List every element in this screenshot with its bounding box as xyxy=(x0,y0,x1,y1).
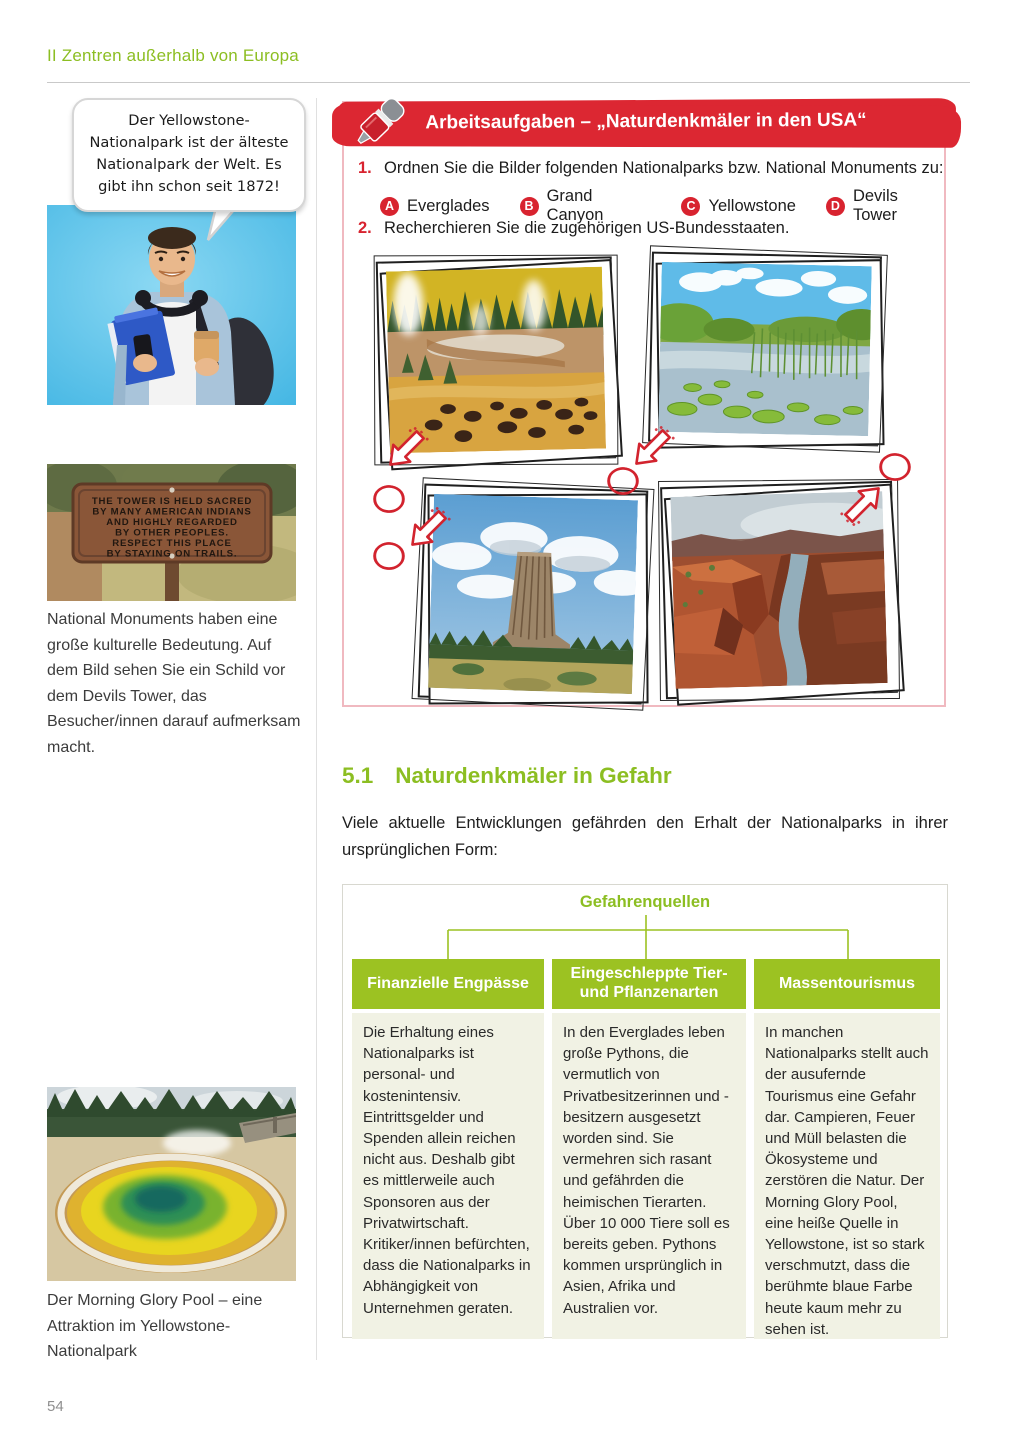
task-1-number: 1. xyxy=(358,159,372,177)
task-banner xyxy=(336,98,956,146)
task-box xyxy=(342,101,946,707)
option-label-grand-canyon: Grand Canyon xyxy=(546,187,604,224)
answer-circle-3 xyxy=(605,465,641,497)
danger-diagram xyxy=(342,884,948,1338)
intro-paragraph: Viele aktuelle Entwicklungen gefährden den Erhalt der Nationalparks in ihrer ursprünglichen Form: xyxy=(342,814,948,859)
task-1-text: Ordnen Sie die Bilder folgenden Nationalparks bzw. National Monuments zu: xyxy=(384,159,944,177)
section-title: Naturdenkmäler in Gefahr xyxy=(395,763,672,788)
letter-badge-a: A xyxy=(380,197,399,216)
option-label-yellowstone: Yellowstone xyxy=(708,196,796,215)
sign-caption: National Monuments haben eine große kulturelle Bedeutung. Auf dem Bild sehen Sie ein Schild vor dem Devils Tower, das Besucher/innen darauf aufmerksam macht. xyxy=(47,611,301,756)
answer-circle-4 xyxy=(877,451,913,483)
option-devils-tower xyxy=(826,187,944,225)
sign-line-4: BY OTHER PEOPLES. xyxy=(115,527,229,539)
header-rule xyxy=(47,82,970,83)
sign-line-1: THE TOWER IS HELD SACRED xyxy=(91,496,253,507)
diagram-col-finanzen: Die Erhaltung eines Nationalparks ist personal- und kostenintensiv. Eintrittsgelder und Spenden allein reichen nicht aus. Deshalb gibt es mittlerweile auch Sponsoren aus der Privatwirtschaft. Kritiker/innen befürchten, dass die Nationalparks in Abhängigkeit von Unternehmen geraten. xyxy=(352,1013,544,1339)
photo-everglades xyxy=(648,252,882,447)
letter-badge-c: C xyxy=(681,197,700,216)
diagram-box-arten: Eingeschleppte Tier- und Pflanzenarten xyxy=(552,959,746,1009)
tower-sign-photo xyxy=(47,464,296,601)
diagram-title: Gefahrenquellen xyxy=(579,893,711,911)
task-2-number: 2. xyxy=(358,219,372,237)
diagram-col-arten: In den Everglades leben große Pythons, die vermutlich von Privatbesitzerinnen und -besitzern ausgesetzt worden sind. Sie vermehren sich rasant und gefährden die heimischen Tierarten. Über 10 000 Tiere soll es bereits geben. Pythons kommen ursprünglich in Asien, Afrika und Australien vor. xyxy=(552,1013,746,1339)
sign-line-5: RESPECT THIS PLACE xyxy=(112,538,232,549)
task-2-text: Recherchieren Sie die zugehörigen US-Bundesstaaten. xyxy=(384,219,790,237)
diagram-connector-lines xyxy=(343,915,949,961)
pool-caption: Der Morning Glory Pool – eine Attraktion im Yellowstone-Nationalpark xyxy=(47,1292,263,1360)
option-label-everglades: Everglades xyxy=(407,196,490,215)
section-number: 5.1 xyxy=(342,763,374,788)
task-item-1 xyxy=(358,159,944,178)
sign-line-6: BY STAYING ON TRAILS. xyxy=(106,548,238,560)
option-label-devils-tower: Devils Tower xyxy=(852,187,898,224)
photo-devils-tower xyxy=(418,484,649,705)
sidebar-divider xyxy=(316,98,317,1360)
task-item-2 xyxy=(358,219,789,238)
speech-bubble: Der Yellowstone-Nationalpark ist der älteste Nationalpark der Welt. Es gibt ihn schon seit 1872! xyxy=(72,98,306,212)
answer-circle-1 xyxy=(371,483,407,515)
pool-photo xyxy=(47,1087,296,1281)
section-heading xyxy=(342,763,672,789)
banner-title: Arbeitsaufgaben – „Naturdenkmäler in den USA“ xyxy=(425,109,867,134)
option-yellowstone xyxy=(681,197,795,216)
letter-badge-d: D xyxy=(826,197,845,216)
diagram-col-tourismus: In manchen Nationalparks stellt auch der ausufernde Tourismus eine Gefahr dar. Campieren, Feuer und Müll belasten die Ökosysteme und zerstören die Natur. Der Morning Glory Pool, eine heiße Quelle in Yellowstone, ist so stark verschmutzt, dass die berühmte blaue Farbe heute kaum mehr zu sehen ist. xyxy=(754,1013,940,1339)
page-number: 54 xyxy=(47,1398,64,1415)
option-everglades xyxy=(380,197,490,216)
diagram-box-finanzen: Finanzielle Engpässe xyxy=(352,959,544,1009)
pen-icon xyxy=(339,83,420,164)
answer-circle-2 xyxy=(371,540,407,572)
page-header: II Zentren außerhalb von Europa xyxy=(47,46,299,65)
diagram-box-tourismus: Massentourismus xyxy=(754,959,940,1009)
letter-badge-b: B xyxy=(520,197,539,216)
sign-line-2: BY MANY AMERICAN INDIANS xyxy=(92,506,252,518)
sign-line-3: AND HIGHLY REGARDED xyxy=(106,517,238,528)
